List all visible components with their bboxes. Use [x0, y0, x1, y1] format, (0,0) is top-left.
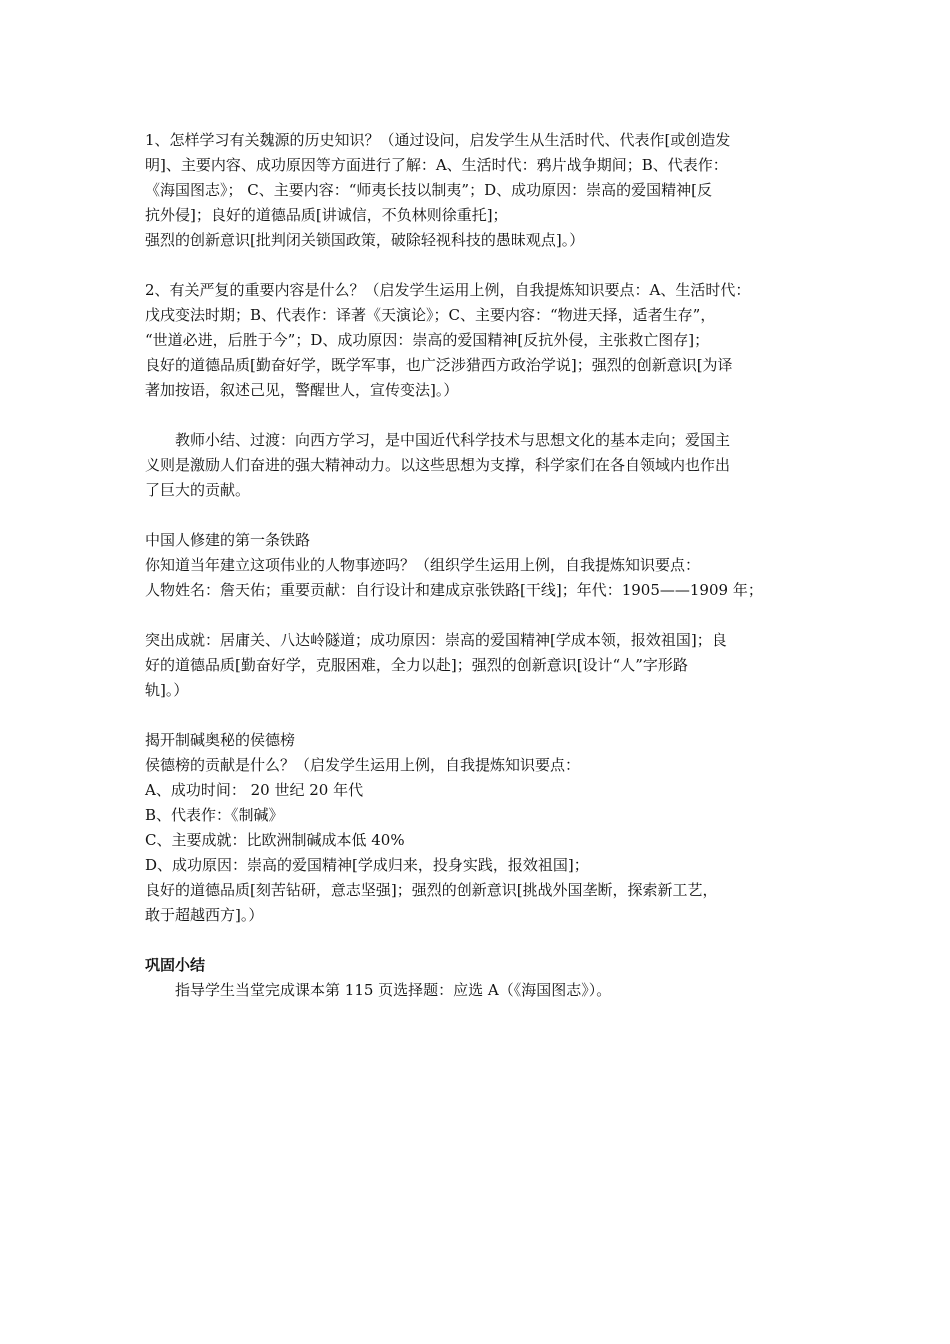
text-line: 《海国图志》； C、主要内容：“师夷长技以制夷”；D、成功原因：崇高的爱国精神[反 — [145, 181, 712, 199]
text-line: 2、有关严复的重要内容是什么？（启发学生运用上例，自我提炼知识要点：A、生活时代： — [145, 281, 751, 299]
summary-text: 指导学生当堂完成课本第 115 页选择题：应选 A（《海国图志》）。 — [175, 981, 612, 999]
paragraph-railway — [145, 528, 825, 603]
text-line: 义则是激励人们奋进的强大精神动力。以这些思想为支撑，科学家们在各自领域内也作出 — [145, 456, 731, 474]
paragraph-houdebang — [145, 728, 825, 928]
text-line: 人物姓名：詹天佑；重要贡献：自行设计和建成京张铁路[干线]；年代：1905——1909 年； — [145, 581, 763, 599]
document-page — [145, 128, 825, 1003]
text-line: 良好的道德品质[勤奋好学，既学军事，也广泛涉猎西方政治学说]；强烈的创新意识[为译 — [145, 356, 733, 374]
text-line: 强烈的创新意识[批判闭关锁国政策，破除轻视科技的愚昧观点]。） — [145, 231, 585, 249]
text-line: A、成功时间： 20 世纪 20 年代 — [145, 781, 364, 799]
text-line: 轨]。） — [145, 681, 189, 699]
text-line: 了巨大的贡献。 — [145, 481, 251, 499]
text-line: C、主要成就：比欧洲制碱成本低 40% — [145, 831, 405, 849]
paragraph-spacer — [145, 703, 825, 728]
text-line: B、代表作：《制碱》 — [145, 806, 284, 824]
paragraph-weiyuan — [145, 128, 825, 253]
summary-section — [145, 953, 825, 1003]
paragraph-spacer — [145, 253, 825, 278]
text-line: 侯德榜的贡献是什么？（启发学生运用上例，自我提炼知识要点： — [145, 756, 581, 774]
text-line: 抗外侵]；良好的道德品质[讲诚信，不负林则徐重托]； — [145, 206, 508, 224]
text-line: 戊戌变法时期；B、代表作：译著《天演论》；C、主要内容：“物进天择，适者生存”， — [145, 306, 716, 324]
text-line: D、成功原因：崇高的爱国精神[学成归来，投身实践，报效祖国]； — [145, 856, 589, 874]
text-line: 敢于超越西方]。） — [145, 906, 264, 924]
paragraph-spacer — [145, 603, 825, 628]
paragraph-spacer — [145, 928, 825, 953]
paragraph-spacer — [145, 503, 825, 528]
section-title: 揭开制碱奥秘的侯德榜 — [145, 731, 296, 749]
text-line: 你知道当年建立这项伟业的人物事迹吗？（组织学生运用上例，自我提炼知识要点： — [145, 556, 701, 574]
paragraph-railway-achievement — [145, 628, 825, 703]
paragraph-teacher-summary — [145, 428, 825, 503]
text-line: 好的道德品质[勤奋好学，克服困难，全力以赴]；强烈的创新意识[设计“人”字形路 — [145, 656, 688, 674]
summary-heading: 巩固小结 — [145, 956, 206, 974]
section-title: 中国人修建的第一条铁路 — [145, 531, 311, 549]
text-line: 教师小结、过渡：向西方学习，是中国近代科学技术与思想文化的基本走向；爱国主 — [175, 431, 731, 449]
text-line: “世道必进，后胜于今”；D、成功原因：崇高的爱国精神[反抗外侵，主张救亡图存]； — [145, 331, 710, 349]
paragraph-yanfu — [145, 278, 825, 403]
text-line: 突出成就：居庸关、八达岭隧道；成功原因：崇高的爱国精神[学成本领，报效祖国]；良 — [145, 631, 727, 649]
text-line: 1、怎样学习有关魏源的历史知识？（通过设问，启发学生从生活时代、代表作[或创造发 — [145, 131, 731, 149]
text-line: 良好的道德品质[刻苦钻研，意志坚强]；强烈的创新意识[挑战外国垄断，探索新工艺， — [145, 881, 718, 899]
text-line: 明]、主要内容、成功原因等方面进行了解：A、生活时代：鸦片战争期间；B、代表作： — [145, 156, 728, 174]
paragraph-spacer — [145, 403, 825, 428]
text-line: 著加按语，叙述己见，警醒世人，宣传变法]。） — [145, 381, 459, 399]
